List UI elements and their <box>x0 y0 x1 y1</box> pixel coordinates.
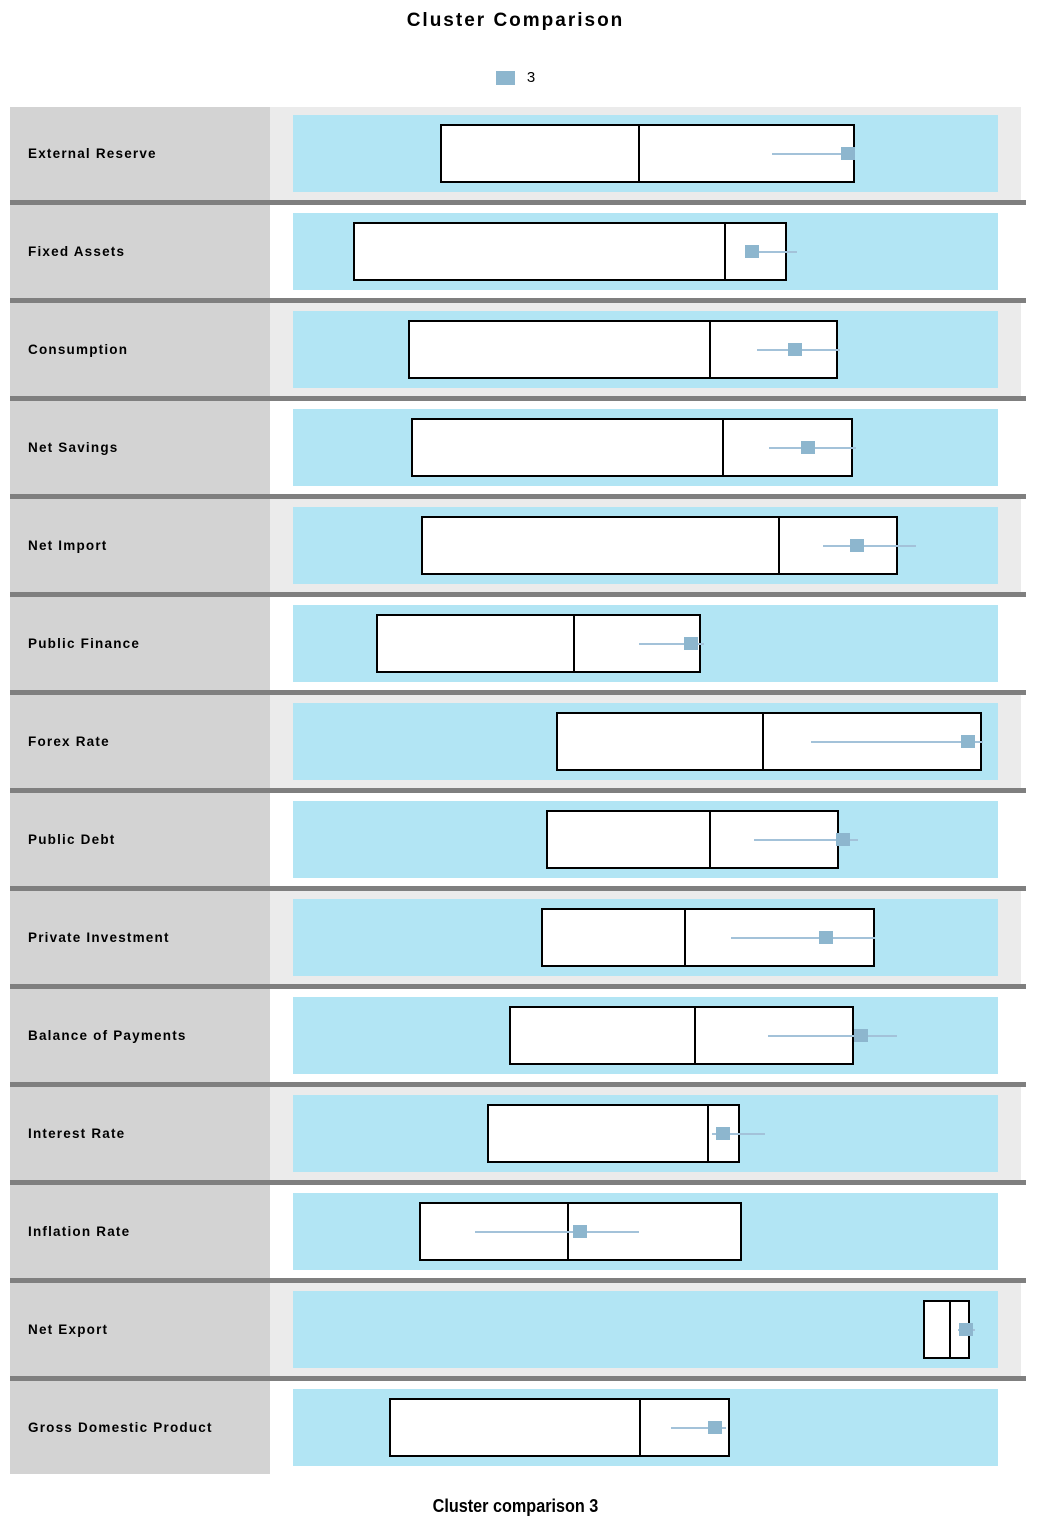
category-row <box>10 1185 1021 1278</box>
mean-marker <box>573 1225 587 1238</box>
median-line <box>694 1006 696 1065</box>
chart-caption: Cluster comparison 3 <box>432 1496 599 1516</box>
category-row <box>10 793 1021 886</box>
plot-strip <box>293 1291 998 1368</box>
row-plot-area <box>270 793 1021 886</box>
plot-strip <box>293 703 998 780</box>
mean-marker <box>819 931 833 944</box>
mean-marker <box>850 539 864 552</box>
plot-strip <box>293 1095 998 1172</box>
median-line <box>724 222 726 281</box>
ci-line <box>772 153 850 155</box>
plot-strip <box>293 605 998 682</box>
median-line <box>638 124 640 183</box>
category-row <box>10 989 1021 1082</box>
row-label: Gross Domestic Product <box>10 1381 270 1474</box>
median-line <box>707 1104 709 1163</box>
category-row <box>10 205 1021 298</box>
row-label: Interest Rate <box>10 1087 270 1180</box>
ci-line <box>475 1231 639 1233</box>
mean-marker <box>684 637 698 650</box>
row-label: External Reserve <box>10 107 270 200</box>
row-label: Balance of Payments <box>10 989 270 1082</box>
mean-marker <box>961 735 975 748</box>
median-line <box>684 908 686 967</box>
plot-strip <box>293 997 998 1074</box>
box-iqr <box>487 1104 740 1163</box>
category-row <box>10 1087 1021 1180</box>
median-line <box>709 320 711 379</box>
row-plot-area <box>270 1283 1021 1376</box>
row-label: Consumption <box>10 303 270 396</box>
plot-strip <box>293 115 998 192</box>
median-line <box>722 418 724 477</box>
median-line <box>709 810 711 869</box>
row-label: Forex Rate <box>10 695 270 788</box>
mean-marker <box>959 1323 973 1336</box>
category-row <box>10 597 1021 690</box>
median-line <box>639 1398 641 1457</box>
median-line <box>778 516 780 575</box>
row-label: Private Investment <box>10 891 270 984</box>
chart-title: Cluster Comparison <box>406 10 625 31</box>
row-plot-area <box>270 1185 1021 1278</box>
median-line <box>762 712 764 771</box>
row-label: Net Export <box>10 1283 270 1376</box>
row-label: Public Finance <box>10 597 270 690</box>
row-label: Inflation Rate <box>10 1185 270 1278</box>
mean-marker <box>745 245 759 258</box>
plot-strip <box>293 801 998 878</box>
mean-marker <box>841 147 855 160</box>
category-row <box>10 1381 1021 1474</box>
row-plot-area <box>270 1381 1021 1474</box>
row-label: Net Import <box>10 499 270 592</box>
category-row <box>10 303 1021 396</box>
category-row <box>10 499 1021 592</box>
legend <box>10 69 1021 86</box>
box-iqr <box>353 222 787 281</box>
mean-marker <box>716 1127 730 1140</box>
row-plot-area <box>270 303 1021 396</box>
row-plot-area <box>270 1087 1021 1180</box>
row-plot-area <box>270 107 1021 200</box>
ci-line <box>811 741 983 743</box>
plot-strip <box>293 213 998 290</box>
plot-strip <box>293 409 998 486</box>
ci-line <box>823 545 916 547</box>
category-row <box>10 891 1021 984</box>
ci-line <box>768 1035 897 1037</box>
legend-label: 3 <box>526 69 536 86</box>
row-plot-area <box>270 205 1021 298</box>
plot-strip <box>293 899 998 976</box>
row-plot-area <box>270 695 1021 788</box>
median-line <box>573 614 575 673</box>
row-label: Net Savings <box>10 401 270 494</box>
row-label: Public Debt <box>10 793 270 886</box>
legend-swatch-icon <box>496 71 515 85</box>
row-label: Fixed Assets <box>10 205 270 298</box>
row-plot-area <box>270 401 1021 494</box>
category-row <box>10 695 1021 788</box>
row-plot-area <box>270 499 1021 592</box>
plot-strip <box>293 1193 998 1270</box>
row-plot-area <box>270 989 1021 1082</box>
mean-marker <box>836 833 850 846</box>
mean-marker <box>788 343 802 356</box>
row-plot-area <box>270 597 1021 690</box>
category-row <box>10 401 1021 494</box>
mean-marker <box>801 441 815 454</box>
mean-marker <box>708 1421 722 1434</box>
median-line <box>949 1300 951 1359</box>
cluster-comparison-chart <box>10 107 1021 1474</box>
row-plot-area <box>270 891 1021 984</box>
plot-strip <box>293 311 998 388</box>
plot-strip <box>293 1389 998 1466</box>
plot-strip <box>293 507 998 584</box>
ci-line <box>731 937 876 939</box>
category-row <box>10 1283 1021 1376</box>
mean-marker <box>854 1029 868 1042</box>
category-row <box>10 107 1021 200</box>
